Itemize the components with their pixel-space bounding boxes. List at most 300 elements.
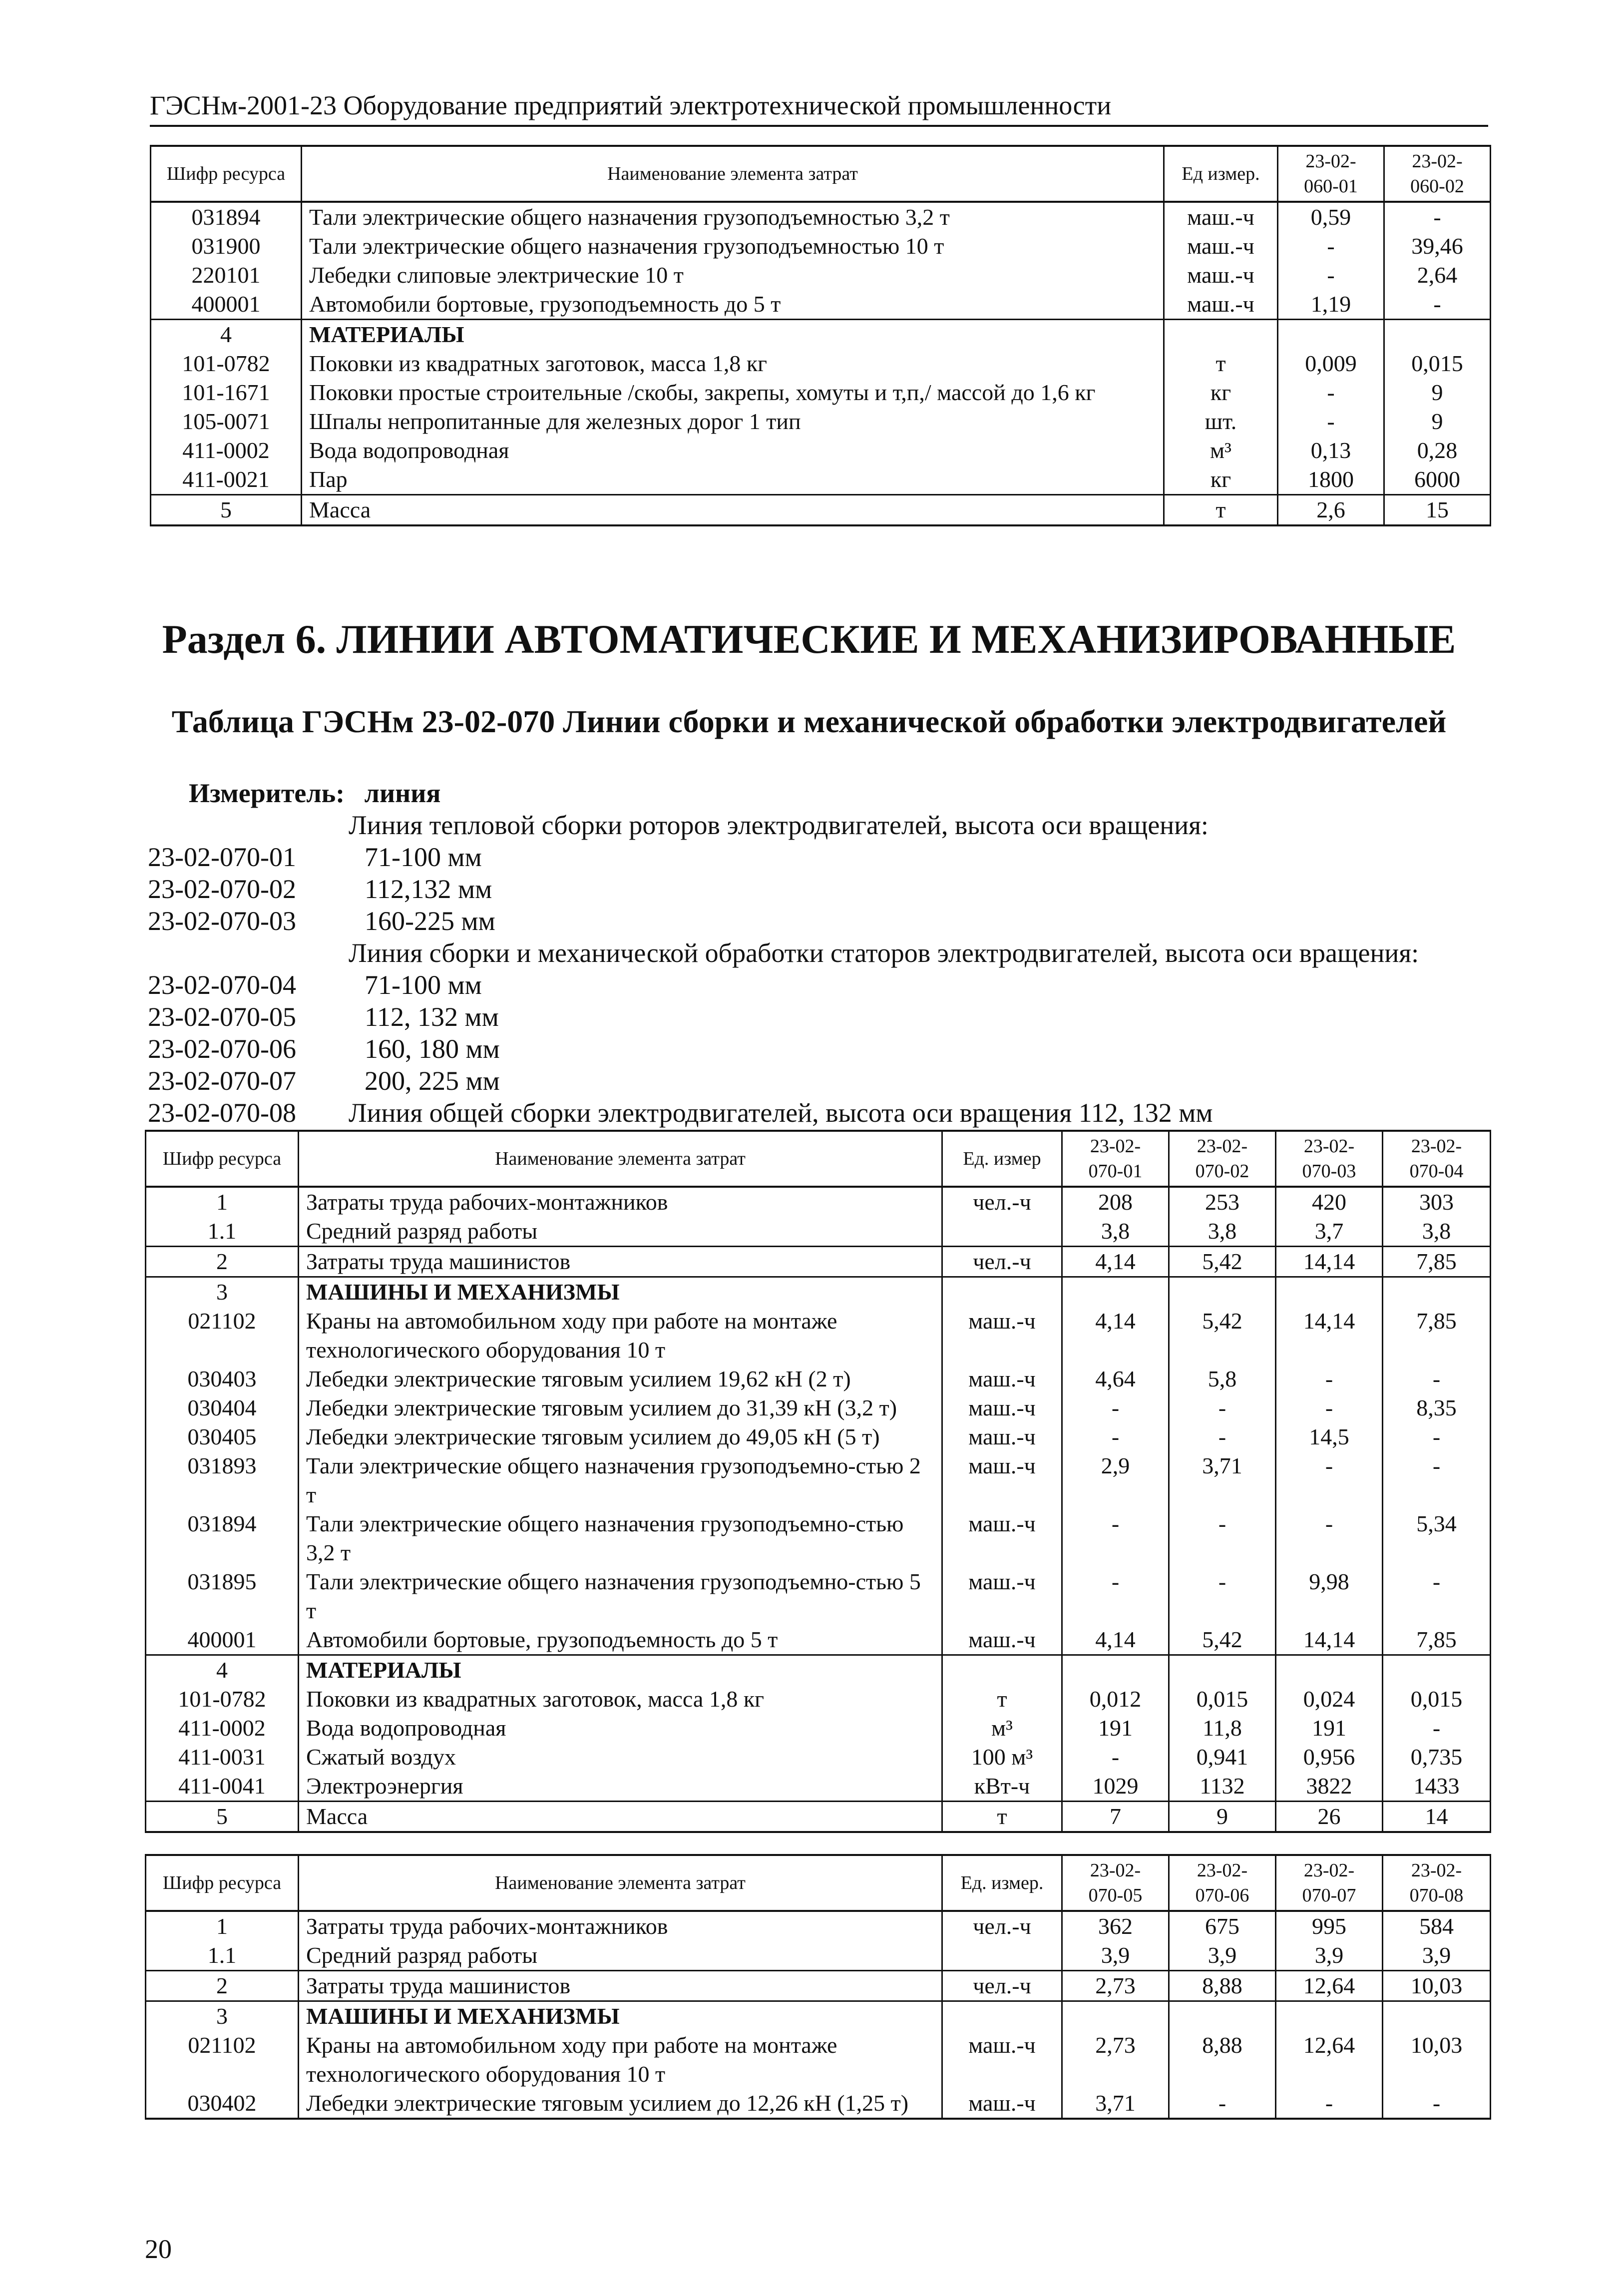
- table-header-cell: Ед. измер: [942, 1131, 1062, 1187]
- resource-name-cell: Пар: [302, 465, 1164, 495]
- unit-cell: маш.-ч: [942, 2031, 1062, 2089]
- resource-code-cell: 411-0041: [146, 1772, 299, 1802]
- value-cell: -: [1169, 2089, 1276, 2119]
- value-cell: -: [1383, 1714, 1491, 1743]
- unit-cell: 100 м³: [942, 1743, 1062, 1772]
- legend-code: 23-02-070-05: [148, 1002, 296, 1032]
- table-header-cell: 23-02- 060-01: [1278, 146, 1384, 202]
- value-cell: 14: [1383, 1802, 1491, 1833]
- resource-table-070-a: [145, 1130, 1491, 1833]
- value-cell: -: [1062, 1743, 1169, 1772]
- table-row: [146, 1941, 1491, 1971]
- unit-cell: маш.-ч: [1164, 202, 1278, 232]
- value-cell: 5,42: [1169, 1625, 1276, 1655]
- resource-name-cell: Поковки из квадратных заготовок, масса 1,8 кг: [302, 349, 1164, 378]
- unit-cell: шт.: [1164, 407, 1278, 436]
- table-header-cell: Ед. измер.: [942, 1855, 1062, 1911]
- table-row: [151, 232, 1491, 261]
- legend-code: 23-02-070-01: [148, 842, 296, 872]
- value-cell: 8,88: [1169, 2031, 1276, 2089]
- table-header-cell: Шифр ресурса: [151, 146, 302, 202]
- value-cell: -: [1276, 1509, 1383, 1567]
- value-cell: 3,8: [1169, 1217, 1276, 1247]
- table-row: [146, 1655, 1491, 1685]
- table-header-cell: 23-02- 060-02: [1384, 146, 1491, 202]
- table-header-row: [146, 1131, 1491, 1187]
- unit-cell: маш.-ч: [1164, 232, 1278, 261]
- value-cell: [1276, 1277, 1383, 1307]
- value-cell: 3,8: [1062, 1217, 1169, 1247]
- legend-code: 23-02-070-08: [148, 1098, 296, 1128]
- table-header-cell: 23-02- 070-01: [1062, 1131, 1169, 1187]
- resource-name-cell: Лебедки электрические тяговым усилием до 12,26 кН (1,25 т): [299, 2089, 942, 2119]
- resource-name-cell: Средний разряд работы: [299, 1217, 942, 1247]
- resource-code-cell: 1.1: [146, 1941, 299, 1971]
- value-cell: 5,8: [1169, 1365, 1276, 1393]
- value-cell: -: [1276, 1393, 1383, 1422]
- value-cell: 12,64: [1276, 1971, 1383, 2001]
- unit-cell: маш.-ч: [942, 1307, 1062, 1365]
- value-cell: 0,28: [1384, 436, 1491, 465]
- page-number: 20: [145, 2234, 172, 2264]
- unit-cell: маш.-ч: [942, 1393, 1062, 1422]
- resource-code-cell: 030402: [146, 2089, 299, 2119]
- table-row: [146, 1187, 1491, 1217]
- resource-code-cell: 105-0071: [151, 407, 302, 436]
- table-heading: Таблица ГЭСНм 23-02-070 Линии сборки и механической обработки электродвигателей: [171, 704, 1447, 739]
- value-cell: 5,34: [1383, 1509, 1491, 1567]
- legend-code: 23-02-070-02: [148, 874, 296, 904]
- value-cell: 1,19: [1278, 290, 1384, 320]
- value-cell: 2,64: [1384, 261, 1491, 290]
- value-cell: [1169, 1277, 1276, 1307]
- value-cell: 3,71: [1062, 2089, 1169, 2119]
- resource-name-cell: МАШИНЫ И МЕХАНИЗМЫ: [299, 2001, 942, 2031]
- table-row: [146, 1743, 1491, 1772]
- resource-code-cell: 101-0782: [146, 1685, 299, 1714]
- resource-name-cell: Затраты труда рабочих-монтажников: [299, 1911, 942, 1941]
- resource-code-cell: 220101: [151, 261, 302, 290]
- value-cell: 9: [1384, 378, 1491, 407]
- resource-code-cell: 1: [146, 1187, 299, 1217]
- value-cell: 3,9: [1383, 1941, 1491, 1971]
- unit-cell: маш.-ч: [942, 1625, 1062, 1655]
- table-row: [151, 320, 1491, 350]
- value-cell: -: [1383, 1365, 1491, 1393]
- resource-name-cell: МАШИНЫ И МЕХАНИЗМЫ: [299, 1277, 942, 1307]
- resource-code-cell: 5: [151, 495, 302, 526]
- resource-name-cell: Затраты труда машинистов: [299, 1247, 942, 1277]
- resource-table-070-b-body: [146, 1855, 1491, 2119]
- value-cell: [1169, 2001, 1276, 2031]
- value-cell: -: [1383, 1451, 1491, 1509]
- table-row: [146, 2001, 1491, 2031]
- value-cell: 0,015: [1169, 1685, 1276, 1714]
- table-header-cell: 23-02- 070-04: [1383, 1131, 1491, 1187]
- value-cell: 675: [1169, 1911, 1276, 1941]
- table-row: [146, 1509, 1491, 1567]
- resource-name-cell: Масса: [302, 495, 1164, 526]
- value-cell: 1433: [1383, 1772, 1491, 1802]
- unit-cell: м³: [1164, 436, 1278, 465]
- resource-table-070-a-body: [146, 1131, 1491, 1832]
- table-row: [151, 436, 1491, 465]
- unit-cell: маш.-ч: [1164, 261, 1278, 290]
- value-cell: 5,42: [1169, 1307, 1276, 1365]
- table-header-cell: 23-02- 070-02: [1169, 1131, 1276, 1187]
- value-cell: 14,14: [1276, 1625, 1383, 1655]
- legend-code: 23-02-070-06: [148, 1034, 296, 1064]
- unit-cell: м³: [942, 1714, 1062, 1743]
- resource-code-cell: 4: [151, 320, 302, 350]
- value-cell: 0,13: [1278, 436, 1384, 465]
- resource-code-cell: 030404: [146, 1393, 299, 1422]
- resource-code-cell: 3: [146, 1277, 299, 1307]
- unit-cell: маш.-ч: [942, 1509, 1062, 1567]
- value-cell: 0,956: [1276, 1743, 1383, 1772]
- unit-cell: чел.-ч: [942, 1971, 1062, 2001]
- value-cell: 1800: [1278, 465, 1384, 495]
- value-cell: -: [1384, 290, 1491, 320]
- value-cell: 0,735: [1383, 1743, 1491, 1772]
- unit-cell: маш.-ч: [942, 1451, 1062, 1509]
- resource-code-cell: 1.1: [146, 1217, 299, 1247]
- resource-name-cell: Масса: [299, 1802, 942, 1833]
- legend-text: 200, 225 мм: [365, 1066, 500, 1096]
- resource-name-cell: Автомобили бортовые, грузоподъемность до 5 т: [302, 290, 1164, 320]
- value-cell: 2,9: [1062, 1451, 1169, 1509]
- value-cell: -: [1169, 1393, 1276, 1422]
- resource-table-060: [150, 145, 1491, 526]
- resource-name-cell: Краны на автомобильном ходу при работе на монтаже технологического оборудования 10 т: [299, 2031, 942, 2089]
- resource-name-cell: МАТЕРИАЛЫ: [302, 320, 1164, 350]
- resource-code-cell: 2: [146, 1971, 299, 2001]
- value-cell: 39,46: [1384, 232, 1491, 261]
- value-cell: 9,98: [1276, 1567, 1383, 1625]
- resource-name-cell: Поковки простые строительные /скобы, закрепы, хомуты и т,п,/ массой до 1,6 кг: [302, 378, 1164, 407]
- unit-cell: маш.-ч: [942, 2089, 1062, 2119]
- table-header-cell: 23-02- 070-06: [1169, 1855, 1276, 1911]
- unit-cell: чел.-ч: [942, 1247, 1062, 1277]
- value-cell: 14,5: [1276, 1422, 1383, 1451]
- value-cell: -: [1169, 1567, 1276, 1625]
- table-row: [146, 1393, 1491, 1422]
- value-cell: 0,024: [1276, 1685, 1383, 1714]
- legend-text: 71-100 мм: [365, 970, 482, 1000]
- value-cell: 253: [1169, 1187, 1276, 1217]
- section-heading: Раздел 6. ЛИНИИ АВТОМАТИЧЕСКИЕ И МЕХАНИЗИРОВАННЫЕ: [162, 616, 1456, 662]
- table-header-cell: Шифр ресурса: [146, 1131, 299, 1187]
- unit-cell: [942, 1941, 1062, 1971]
- table-header-cell: Наименование элемента затрат: [299, 1131, 942, 1187]
- value-cell: [1276, 1655, 1383, 1685]
- table-row: [146, 1772, 1491, 1802]
- value-cell: -: [1062, 1509, 1169, 1567]
- resource-code-cell: 400001: [151, 290, 302, 320]
- value-cell: -: [1383, 2089, 1491, 2119]
- unit-cell: маш.-ч: [942, 1422, 1062, 1451]
- resource-name-cell: Лебедки слиповые электрические 10 т: [302, 261, 1164, 290]
- resource-name-cell: Лебедки электрические тяговым усилием до 49,05 кН (5 т): [299, 1422, 942, 1451]
- table-header-cell: Наименование элемента затрат: [299, 1855, 942, 1911]
- table-row: [151, 407, 1491, 436]
- value-cell: -: [1062, 1393, 1169, 1422]
- value-cell: [1383, 1277, 1491, 1307]
- resource-code-cell: 031894: [146, 1509, 299, 1567]
- resource-name-cell: Поковки из квадратных заготовок, масса 1,8 кг: [299, 1685, 942, 1714]
- table-row: [151, 495, 1491, 526]
- value-cell: 191: [1062, 1714, 1169, 1743]
- resource-code-cell: 3: [146, 2001, 299, 2031]
- value-cell: 8,88: [1169, 1971, 1276, 2001]
- value-cell: -: [1383, 1422, 1491, 1451]
- resource-name-cell: Лебедки электрические тяговым усилием 19,62 кН (2 т): [299, 1365, 942, 1393]
- resource-code-cell: 031895: [146, 1567, 299, 1625]
- resource-code-cell: 030403: [146, 1365, 299, 1393]
- resource-name-cell: МАТЕРИАЛЫ: [299, 1655, 942, 1685]
- legend-text: 112, 132 мм: [365, 1002, 499, 1032]
- resource-name-cell: Краны на автомобильном ходу при работе на монтаже технологического оборудования 10 т: [299, 1307, 942, 1365]
- value-cell: 7,85: [1383, 1307, 1491, 1365]
- legend-group-1-title: Линия тепловой сборки роторов электродвигателей, высота оси вращения:: [349, 810, 1209, 840]
- table-row: [146, 1217, 1491, 1247]
- resource-name-cell: Сжатый воздух: [299, 1743, 942, 1772]
- value-cell: 7,85: [1383, 1625, 1491, 1655]
- table-header-cell: 23-02- 070-08: [1383, 1855, 1491, 1911]
- value-cell: 0,009: [1278, 349, 1384, 378]
- resource-name-cell: Средний разряд работы: [299, 1941, 942, 1971]
- value-cell: 1029: [1062, 1772, 1169, 1802]
- running-head-rule: [150, 125, 1488, 127]
- value-cell: 10,03: [1383, 1971, 1491, 2001]
- resource-name-cell: Тали электрические общего назначения грузоподъемно-стью 5 т: [299, 1567, 942, 1625]
- table-header-row: [146, 1855, 1491, 1911]
- table-row: [146, 1365, 1491, 1393]
- table-row: [146, 1277, 1491, 1307]
- measure-label: Измеритель:: [189, 778, 345, 808]
- unit-cell: чел.-ч: [942, 1187, 1062, 1217]
- measure-line: [189, 777, 441, 810]
- legend-code: 23-02-070-03: [148, 906, 296, 936]
- resource-name-cell: Вода водопроводная: [302, 436, 1164, 465]
- table-row: [146, 1971, 1491, 2001]
- value-cell: 8,35: [1383, 1393, 1491, 1422]
- legend-code: 23-02-070-04: [148, 970, 296, 1000]
- value-cell: -: [1276, 1451, 1383, 1509]
- resource-name-cell: Шпалы непропитанные для железных дорог 1 тип: [302, 407, 1164, 436]
- resource-name-cell: Электроэнергия: [299, 1772, 942, 1802]
- value-cell: [1169, 1655, 1276, 1685]
- value-cell: -: [1276, 2089, 1383, 2119]
- value-cell: 995: [1276, 1911, 1383, 1941]
- table-row: [146, 2031, 1491, 2089]
- value-cell: [1276, 2001, 1383, 2031]
- unit-cell: т: [942, 1802, 1062, 1833]
- unit-cell: чел.-ч: [942, 1911, 1062, 1941]
- resource-name-cell: Затраты труда машинистов: [299, 1971, 942, 2001]
- value-cell: 362: [1062, 1911, 1169, 1941]
- value-cell: -: [1062, 1422, 1169, 1451]
- legend-group-2-title: Линия сборки и механической обработки статоров электродвигателей, высота оси вращения:: [349, 938, 1419, 968]
- value-cell: 0,015: [1383, 1685, 1491, 1714]
- table-row: [146, 1422, 1491, 1451]
- unit-cell: [942, 2001, 1062, 2031]
- value-cell: -: [1278, 378, 1384, 407]
- resource-name-cell: Лебедки электрические тяговым усилием до 31,39 кН (3,2 т): [299, 1393, 942, 1422]
- legend-text: 160-225 мм: [365, 906, 495, 936]
- resource-code-cell: 411-0031: [146, 1743, 299, 1772]
- table-row: [146, 1685, 1491, 1714]
- value-cell: 4,14: [1062, 1307, 1169, 1365]
- unit-cell: маш.-ч: [1164, 290, 1278, 320]
- resource-code-cell: 031894: [151, 202, 302, 232]
- resource-name-cell: Тали электрические общего назначения грузоподъемностью 10 т: [302, 232, 1164, 261]
- unit-cell: кВт-ч: [942, 1772, 1062, 1802]
- value-cell: 12,64: [1276, 2031, 1383, 2089]
- table-row: [146, 1567, 1491, 1625]
- unit-cell: т: [942, 1685, 1062, 1714]
- value-cell: 3,71: [1169, 1451, 1276, 1509]
- table-row: [146, 2089, 1491, 2119]
- unit-cell: маш.-ч: [942, 1567, 1062, 1625]
- value-cell: 15: [1384, 495, 1491, 526]
- resource-code-cell: 021102: [146, 1307, 299, 1365]
- value-cell: [1062, 1655, 1169, 1685]
- value-cell: -: [1062, 1567, 1169, 1625]
- value-cell: 4,14: [1062, 1247, 1169, 1277]
- value-cell: 6000: [1384, 465, 1491, 495]
- table-row: [151, 290, 1491, 320]
- value-cell: 11,8: [1169, 1714, 1276, 1743]
- unit-cell: т: [1164, 349, 1278, 378]
- legend-code: 23-02-070-07: [148, 1066, 296, 1096]
- resource-name-cell: Автомобили бортовые, грузоподъемность до 5 т: [299, 1625, 942, 1655]
- value-cell: 14,14: [1276, 1307, 1383, 1365]
- value-cell: 26: [1276, 1802, 1383, 1833]
- resource-code-cell: 400001: [146, 1625, 299, 1655]
- resource-code-cell: 2: [146, 1247, 299, 1277]
- table-row: [146, 1307, 1491, 1365]
- resource-name-cell: Тали электрические общего назначения грузоподъемно-стью 3,2 т: [299, 1509, 942, 1567]
- value-cell: 9: [1169, 1802, 1276, 1833]
- table-row: [146, 1911, 1491, 1941]
- value-cell: 3,8: [1383, 1217, 1491, 1247]
- table-row: [146, 1451, 1491, 1509]
- resource-code-cell: 031900: [151, 232, 302, 261]
- value-cell: 0,59: [1278, 202, 1384, 232]
- table-row: [146, 1714, 1491, 1743]
- resource-code-cell: 031893: [146, 1451, 299, 1509]
- value-cell: 191: [1276, 1714, 1383, 1743]
- legend-text: 112,132 мм: [365, 874, 492, 904]
- value-cell: 3,9: [1169, 1941, 1276, 1971]
- resource-code-cell: 021102: [146, 2031, 299, 2089]
- resource-name-cell: Тали электрические общего назначения грузоподъемно-стью 2 т: [299, 1451, 942, 1509]
- legend-text: Линия общей сборки электродвигателей, высота оси вращения 112, 132 мм: [349, 1098, 1213, 1128]
- value-cell: 584: [1383, 1911, 1491, 1941]
- table-row: [146, 1247, 1491, 1277]
- resource-name-cell: Тали электрические общего назначения грузоподъемностью 3,2 т: [302, 202, 1164, 232]
- table-row: [146, 1802, 1491, 1833]
- value-cell: -: [1169, 1509, 1276, 1567]
- value-cell: 14,14: [1276, 1247, 1383, 1277]
- unit-cell: кг: [1164, 465, 1278, 495]
- table-row: [151, 465, 1491, 495]
- value-cell: -: [1169, 1422, 1276, 1451]
- value-cell: [1062, 1277, 1169, 1307]
- value-cell: 2,6: [1278, 495, 1384, 526]
- value-cell: 7: [1062, 1802, 1169, 1833]
- resource-code-cell: 411-0021: [151, 465, 302, 495]
- value-cell: -: [1384, 202, 1491, 232]
- value-cell: 303: [1383, 1187, 1491, 1217]
- value-cell: 208: [1062, 1187, 1169, 1217]
- running-head: ГЭСНм-2001-23 Оборудование предприятий электротехнической промышленности: [150, 90, 1112, 120]
- resource-code-cell: 411-0002: [151, 436, 302, 465]
- resource-code-cell: 030405: [146, 1422, 299, 1451]
- value-cell: 10,03: [1383, 2031, 1491, 2089]
- value-cell: -: [1278, 232, 1384, 261]
- value-cell: 7,85: [1383, 1247, 1491, 1277]
- table-row: [151, 378, 1491, 407]
- value-cell: -: [1383, 1567, 1491, 1625]
- value-cell: 2,73: [1062, 1971, 1169, 2001]
- resource-code-cell: 101-0782: [151, 349, 302, 378]
- table-header-cell: Шифр ресурса: [146, 1855, 299, 1911]
- resource-code-cell: 1: [146, 1911, 299, 1941]
- unit-cell: [942, 1217, 1062, 1247]
- resource-name-cell: Вода водопроводная: [299, 1714, 942, 1743]
- table-row: [151, 261, 1491, 290]
- table-header-cell: 23-02- 070-03: [1276, 1131, 1383, 1187]
- measure-value: линия: [364, 778, 441, 808]
- table-header-cell: Наименование элемента затрат: [302, 146, 1164, 202]
- resource-table-060-body: [151, 146, 1491, 525]
- table-row: [151, 202, 1491, 232]
- resource-table-070-b: [145, 1854, 1491, 2120]
- unit-cell: кг: [1164, 378, 1278, 407]
- table-header-row: [151, 146, 1491, 202]
- table-header-cell: Ед измер.: [1164, 146, 1278, 202]
- value-cell: 9: [1384, 407, 1491, 436]
- value-cell: 0,941: [1169, 1743, 1276, 1772]
- value-cell: 420: [1276, 1187, 1383, 1217]
- value-cell: [1383, 1655, 1491, 1685]
- value-cell: 1132: [1169, 1772, 1276, 1802]
- unit-cell: [942, 1277, 1062, 1307]
- value-cell: 0,012: [1062, 1685, 1169, 1714]
- legend-text: 71-100 мм: [365, 842, 482, 872]
- value-cell: 0,015: [1384, 349, 1491, 378]
- resource-code-cell: 101-1671: [151, 378, 302, 407]
- table-row: [146, 1625, 1491, 1655]
- value-cell: 5,42: [1169, 1247, 1276, 1277]
- resource-code-cell: 4: [146, 1655, 299, 1685]
- value-cell: 2,73: [1062, 2031, 1169, 2089]
- value-cell: 3,9: [1276, 1941, 1383, 1971]
- value-cell: -: [1278, 261, 1384, 290]
- resource-name-cell: Затраты труда рабочих-монтажников: [299, 1187, 942, 1217]
- value-cell: 3,7: [1276, 1217, 1383, 1247]
- table-header-cell: 23-02- 070-05: [1062, 1855, 1169, 1911]
- value-cell: -: [1276, 1365, 1383, 1393]
- table-header-cell: 23-02- 070-07: [1276, 1855, 1383, 1911]
- resource-code-cell: 5: [146, 1802, 299, 1833]
- value-cell: [1384, 320, 1491, 350]
- value-cell: 4,64: [1062, 1365, 1169, 1393]
- value-cell: [1383, 2001, 1491, 2031]
- table-row: [151, 349, 1491, 378]
